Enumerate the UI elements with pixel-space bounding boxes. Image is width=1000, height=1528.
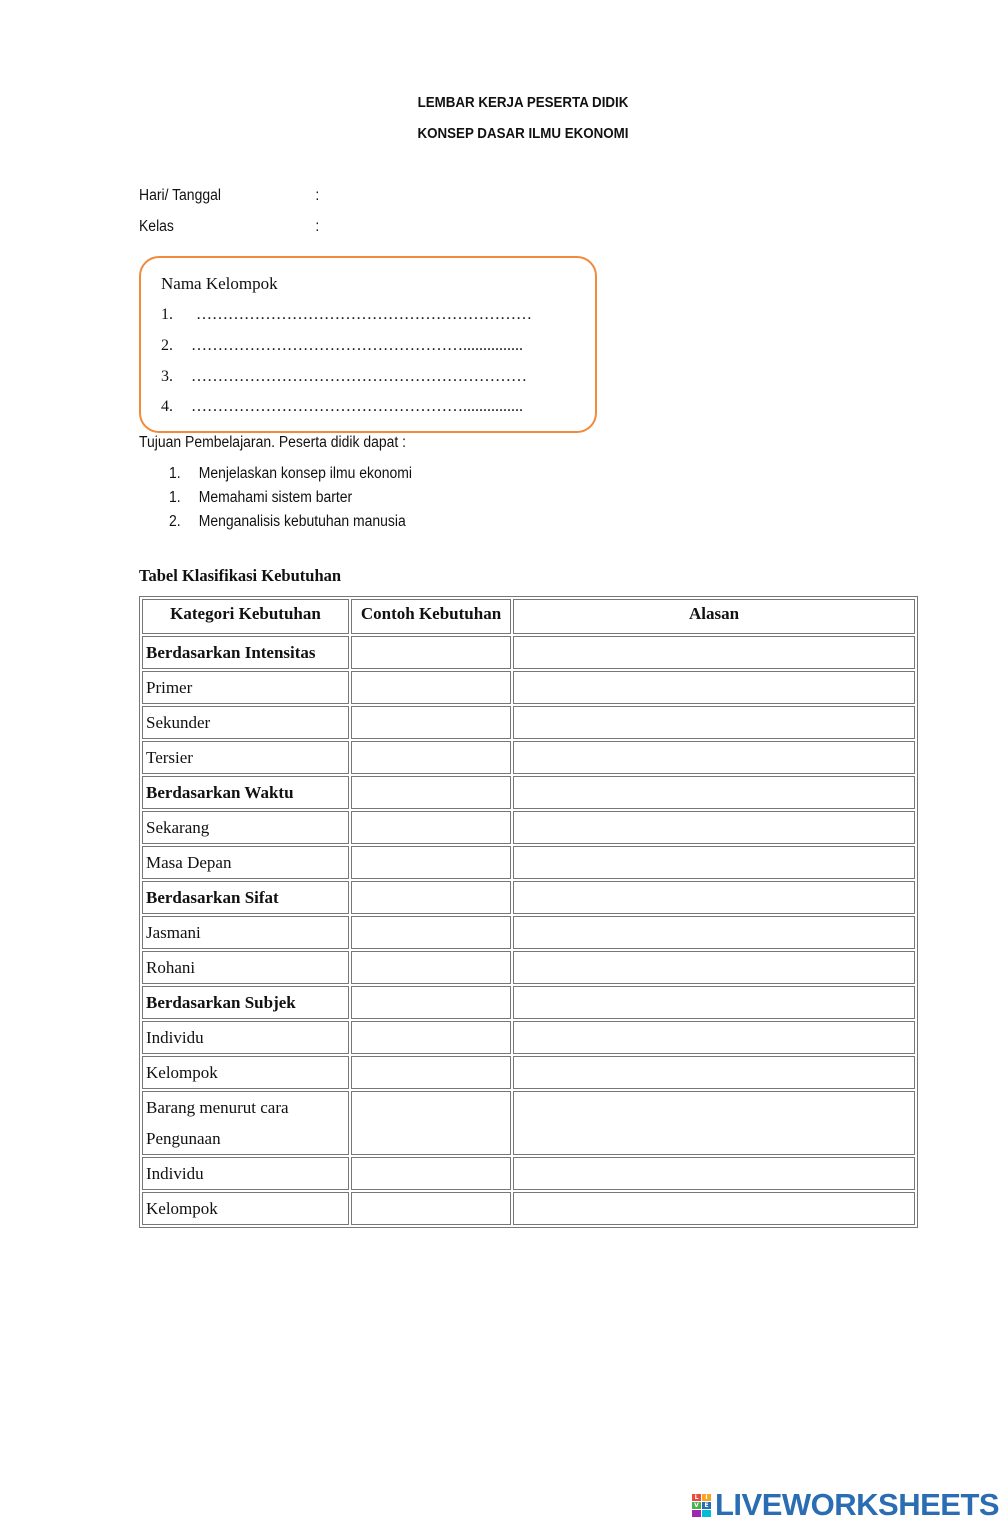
table-row [142,881,915,914]
logo-block [702,1510,711,1517]
table-row [142,951,915,984]
table-row [142,1157,915,1190]
logo-block: V [692,1502,701,1509]
hari-tanggal-colon: : [315,187,320,204]
kategori-cell: Tersier [142,741,349,774]
nama-kelompok-box [139,256,597,433]
logo-block: L [692,1494,701,1501]
table-row [142,846,915,879]
kelompok-member-number: 3. [161,368,173,385]
kelompok-member-line[interactable] [161,306,532,324]
contoh-input-cell[interactable] [351,1157,511,1190]
contoh-input-cell[interactable] [351,951,511,984]
contoh-input-cell[interactable] [351,811,511,844]
contoh-input-cell[interactable] [351,1056,511,1089]
logo-block: E [702,1502,711,1509]
liveworksheets-logo-icon [692,1494,711,1517]
alasan-input-cell[interactable] [513,776,915,809]
klasifikasi-kebutuhan-table [139,596,918,1228]
kategori-cell: Kelompok [142,1192,349,1225]
kategori-cell: Primer [142,671,349,704]
contoh-input-cell[interactable] [351,986,511,1019]
logo-block [692,1510,701,1517]
contoh-input-cell[interactable] [351,636,511,669]
kategori-cell: Berdasarkan Intensitas [142,636,349,669]
kategori-cell: Individu [142,1021,349,1054]
alasan-input-cell[interactable] [513,881,915,914]
table-title: Tabel Klasifikasi Kebutuhan [139,566,342,585]
kelompok-member-number: 2. [161,337,173,354]
contoh-input-cell[interactable] [351,706,511,739]
alasan-input-cell[interactable] [513,1157,915,1190]
kelompok-member-number: 1. [161,306,173,323]
header-contoh: Contoh Kebutuhan [351,599,511,634]
objective-text: Menganalisis kebutuhan manusia [198,513,406,530]
contoh-input-cell[interactable] [351,881,511,914]
kelompok-member-line[interactable] [161,368,527,386]
objective-item [169,489,352,507]
kelompok-member-dots: ……………………………………………………… [196,306,532,323]
liveworksheets-logo-text: LIVEWORKSHEETS [715,1487,1000,1522]
alasan-input-cell[interactable] [513,811,915,844]
table-row [142,1056,915,1089]
table-header-row [142,599,915,634]
alasan-input-cell[interactable] [513,671,915,704]
alasan-input-cell[interactable] [513,916,915,949]
kelompok-member-dots: ……………………………………………............... [191,398,523,415]
contoh-input-cell[interactable] [351,1192,511,1225]
kelas-label: Kelas [139,218,174,235]
table-row [142,811,915,844]
worksheet-title: LEMBAR KERJA PESERTA DIDIK [417,95,629,111]
objective-item [169,513,406,531]
kategori-cell: Berdasarkan Subjek [142,986,349,1019]
alasan-input-cell[interactable] [513,951,915,984]
meta-kelas [139,218,320,236]
kelompok-member-line[interactable] [161,398,523,416]
alasan-input-cell[interactable] [513,741,915,774]
header-alasan: Alasan [513,599,915,634]
meta-hari-tanggal [139,187,320,205]
worksheet-subtitle: KONSEP DASAR ILMU EKONOMI [417,126,629,142]
kelompok-member-dots: ……………………………………………………… [191,368,527,385]
alasan-input-cell[interactable] [513,1056,915,1089]
objective-text: Menjelaskan konsep ilmu ekonomi [198,465,412,482]
header-kategori: Kategori Kebutuhan [142,599,349,634]
table-row [142,916,915,949]
contoh-input-cell[interactable] [351,1091,511,1155]
alasan-input-cell[interactable] [513,1091,915,1155]
kelompok-member-number: 4. [161,398,173,415]
kategori-cell: Kelompok [142,1056,349,1089]
hari-tanggal-label: Hari/ Tanggal [139,187,221,204]
kategori-cell: Individu [142,1157,349,1190]
alasan-input-cell[interactable] [513,636,915,669]
nama-kelompok-title: Nama Kelompok [161,274,278,293]
tujuan-pembelajaran-intro: Tujuan Pembelajaran. Peserta didik dapat : [139,434,407,451]
table-row [142,776,915,809]
table-row [142,636,915,669]
table-row [142,741,915,774]
kelas-colon: : [315,218,320,235]
table-row [142,1192,915,1225]
kategori-cell: Berdasarkan Sifat [142,881,349,914]
kelompok-member-line[interactable] [161,337,523,355]
table-row [142,671,915,704]
kategori-cell: Sekunder [142,706,349,739]
contoh-input-cell[interactable] [351,671,511,704]
alasan-input-cell[interactable] [513,1192,915,1225]
objective-number: 1. [169,465,181,482]
objective-number: 2. [169,513,181,530]
table-row [142,986,915,1019]
liveworksheets-logo[interactable] [692,1489,999,1521]
objective-item [169,465,412,483]
contoh-input-cell[interactable] [351,846,511,879]
contoh-input-cell[interactable] [351,741,511,774]
objective-text: Memahami sistem barter [198,489,353,506]
kategori-cell: Masa Depan [142,846,349,879]
table-row [142,1091,915,1155]
contoh-input-cell[interactable] [351,916,511,949]
kategori-cell: Jasmani [142,916,349,949]
alasan-input-cell[interactable] [513,1021,915,1054]
objective-number: 1. [169,489,181,506]
contoh-input-cell[interactable] [351,1021,511,1054]
kategori-cell: Sekarang [142,811,349,844]
alasan-input-cell[interactable] [513,846,915,879]
logo-block: I [702,1494,711,1501]
contoh-input-cell[interactable] [351,776,511,809]
table-row [142,1021,915,1054]
kategori-cell: Barang menurut cara Pengunaan [142,1091,349,1155]
table-row [142,706,915,739]
kelompok-member-dots: ……………………………………………............... [191,337,523,354]
kategori-cell: Berdasarkan Waktu [142,776,349,809]
alasan-input-cell[interactable] [513,986,915,1019]
kategori-cell: Rohani [142,951,349,984]
alasan-input-cell[interactable] [513,706,915,739]
